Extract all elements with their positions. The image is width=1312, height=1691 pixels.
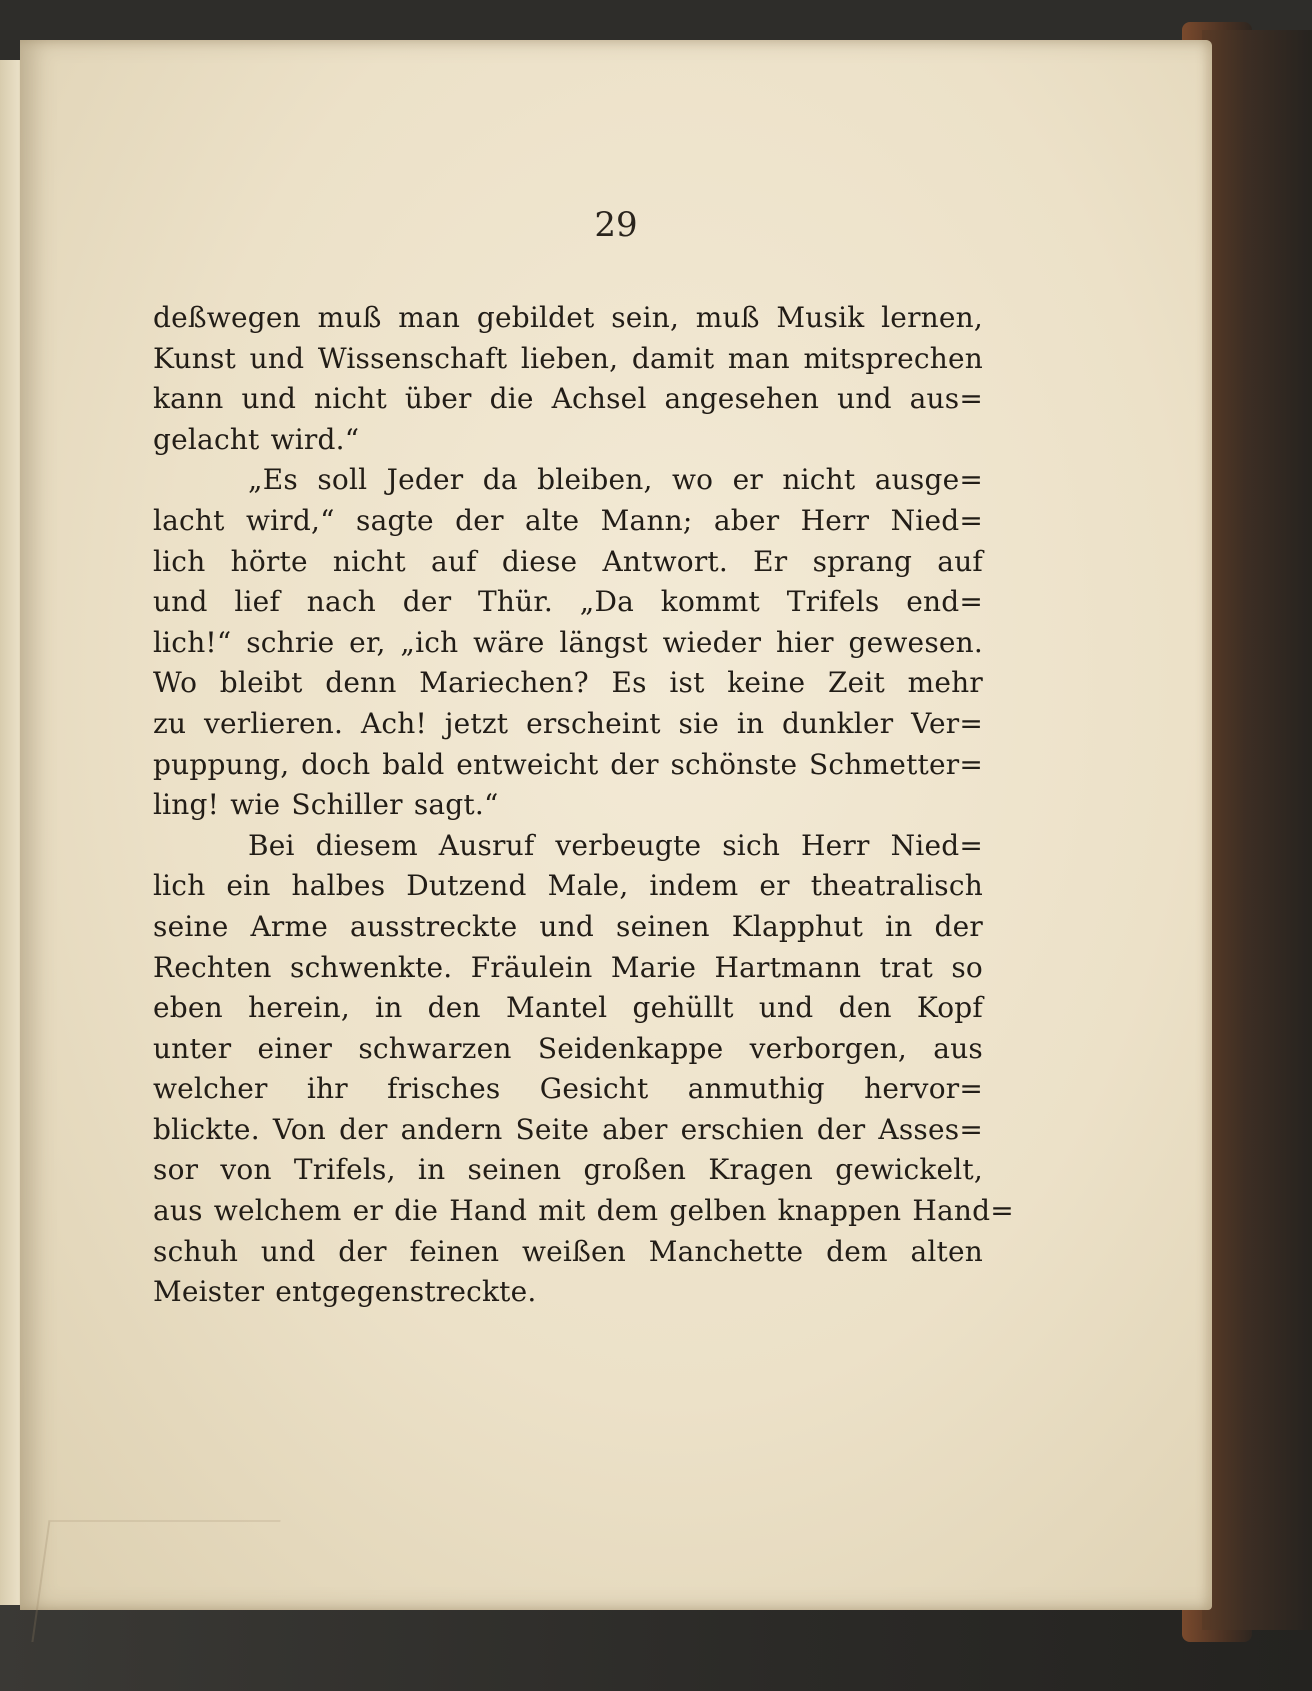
text-line: sor von Trifels, in seinen großen Kragen gewickelt, [153,1153,983,1187]
text-line: blickte. Von der andern Seite aber erschien der Asses= [153,1112,983,1146]
text-line: und lief nach der Thür. „Da kommt Trifels end= [153,585,983,619]
text-line: schuh und der feinen weißen Manchette dem alten [153,1234,983,1268]
cover-right-edge [1202,30,1312,1630]
text-line: Wo bleibt denn Mariechen? Es ist keine Zeit mehr [153,666,983,700]
text-line: seine Arme ausstreckte und seinen Klapphut in der [153,909,983,943]
text-line: Bei diesem Ausruf verbeugte sich Herr Nied= [248,828,983,862]
text-line: lacht wird,“ sagte der alte Mann; aber Herr Nied= [153,503,983,537]
text-line: welcher ihr frisches Gesicht anmuthig hervor= [153,1072,983,1106]
text-line: Rechten schwenkte. Fräulein Marie Hartmann trat so [153,950,983,984]
text-line: lich hörte nicht auf diese Antwort. Er sprang auf [153,544,983,578]
text-line: Meister entgegenstreckte. [153,1275,537,1309]
text-line: aus welchem er die Hand mit dem gelben knappen Hand= [153,1194,1014,1228]
text-line: puppung, doch bald entweicht der schönste Schmetter= [153,747,983,781]
text-line: eben herein, in den Mantel gehüllt und den Kopf [153,991,983,1025]
text-line: lich ein halbes Dutzend Male, indem er theatralisch [153,869,983,903]
text-line: zu verlieren. Ach! jetzt erscheint sie in dunkler Ver= [153,706,983,740]
text-line: Kunst und Wissenschaft lieben, damit man mitsprechen [153,341,983,375]
text-line: gelacht wird.“ [153,422,360,456]
text-line: kann und nicht über die Achsel angesehen und aus= [153,382,983,416]
text-line: „Es soll Jeder da bleiben, wo er nicht ausge= [248,463,983,497]
text-line: lich!“ schrie er, „ich wäre längst wieder hier gewesen. [153,625,983,659]
page-number: 29 [594,205,638,245]
page-crease-mark [31,1520,280,1642]
text-line: unter einer schwarzen Seidenkappe verborgen, aus [153,1031,983,1065]
book-page [20,40,1212,1610]
body-text [153,298,1014,1313]
text-line: deßwegen muß man gebildet sein, muß Musik lernen, [153,301,983,334]
text-line: ling! wie Schiller sagt.“ [153,788,499,822]
